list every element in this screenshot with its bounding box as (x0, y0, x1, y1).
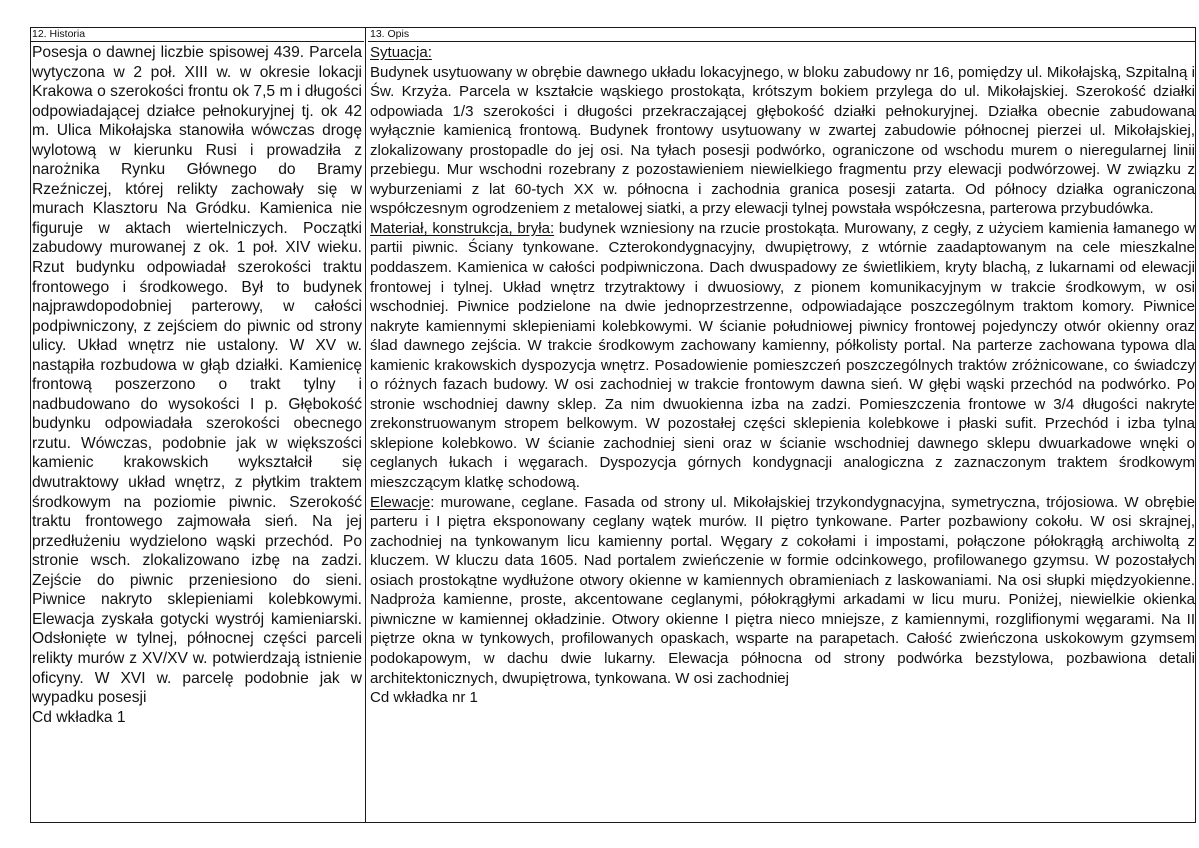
description-body (368, 42, 1196, 708)
document-sheet (30, 27, 1196, 823)
elevations-text: : murowane, ceglane. Fasada od strony ul. Mikołajskiej trzykondygnacyjna, symetryczna, trójosiowa. W obrębie parteru i I piętra eksponowany ceglany wątek murów. II piętro tynkowane. Parter pozbawiony cokołu. W osi skrajnej, zachodniej na tynkowanym licu kamienny portal. Węgary z cokołami i impostami, połączone półokrągłą archiwoltą z kluczem. W kluczu data 1605. Nad portalem zwieńczenie w formie odcinkowego, profilowanego gzymsu. W pozostałych osiach prostokątne wydłużone otwory okienne w kamiennych obramieniach z laskowaniami. Na osi słupki międzyokienne. Nadproża kamienne, proste, akcentowane ceglanymi, półokrągłymi arkadami w licu muru. Poniżej, niewielkie okienka piwniczne w kamiennej okładzinie. Otwory okienne I piętra nieco mniejsze, z kamiennymi, rozglifionymi węgarami. Na II piętrze okna w tynkowych, profilowanych opaskach, wsparte na parapetach. Całość zwieńczona uskokowym gzymsem podokapowym, w dachu dwie lukarny. Elewacja północna od strony podwórka bezstylowa, pozbawiona detali architektonicznych, dwupiętrowa, tynkowana. W osi zachodniej (370, 493, 1195, 687)
history-text: Posesja o dawnej liczbie spisowej 439. Parcela wytyczona w 2 poł. XIII w. w okresie lokacji Krakowa o szerokości frontu ok 7,5 m i długości odpowiadającej działce pełnokuryjnej tj. ok 42 m. Ulica Mikołajska stanowiła wówczas drogę wylotową w kierunku Rusi i prowadziła z narożnika Rynku Głównego do Bramy Rzeźniczej, której relikty zachowały się w murach Klasztoru Na Gródku. Kamienica nie figuruje w aktach wiertelniczych. Początki zabudowy murowanej z ok. 1 poł. XIV wieku. Rzut budynku odpowiadał szerokości traktu frontowego i środkowego. Był to budynek najprawdopodobniej parterowy, w całości podpiwniczony, z zejściem do piwnic od strony ulicy. Układ wnętrz nie ustalony. W XV w. nastąpiła rozbudowa w głąb działki. Kamienicę frontową poszerzono o trakt tylny i nadbudowano do wysokości I p. Głębokość budynku odpowiadała szerokości obecnego rzutu. Wówczas, podobnie jak w większości kamienic krakowskich wykształcił się dwutraktowy układ wnętrz, z płytkim traktem środkowym na poziomie piwnic. Szerokość traktu frontowego zajmowała sień. Na jej przedłużeniu wydzielono wąski przechód. Po stronie wsch. zlokalizowano izbę na zadzi. Zejście do piwnic przeniesiono do sieni. Piwnice nakryto sklepieniami kolebkowymi. Elewacja zyskała gotycki wystrój kamieniarski. Odsłonięte w tylnej, północnej części parceli relikty murów z XV/XV w. potwierdzają istnienie oficyny. W XVI w. parcelę podobnie jak w wypadku posesji (32, 44, 362, 707)
description-column (368, 27, 1196, 823)
description-continuation-note: Cd wkładka nr 1 (370, 689, 478, 707)
elevations-paragraph (370, 493, 1195, 688)
situation-paragraph (370, 43, 1195, 219)
material-heading: Materiał, konstrukcja, bryła: (370, 219, 555, 237)
history-continuation-note: Cd wkładka 1 (32, 708, 126, 726)
material-paragraph (370, 219, 1195, 493)
material-text: budynek wzniesiony na rzucie prostokąta. Murowany, z cegły, z użyciem kamienia łamanego w partii piwnic. Ściany tynkowane. Czterokondygnacyjny, dwupiętrowy, z wtórnie zaadaptowanym na cele mieszkalne poddaszem. Kamienica w całości podpiwniczona. Dach dwuspadowy ze świetlikiem, kryty blachą, z lukarnami od elewacji frontowej i tylnej. Układ wnętrz trzytraktowy i dwuosiowy, z pionem komunikacyjnym w trakcie środkowym, w osi wschodniej. Piwnice podzielone na dwie jednoprzestrzenne, odpowiadające poszczególnym traktom komory. Piwnice nakryte kamiennymi sklepieniami kolebkowymi. W ścianie południowej piwnicy frontowej pojedynczy otwór okienny oraz ślad dawnego zejścia. W trakcie środkowym zachowany kamienny, półkolisty portal. Na parterze zachowana typowa dla kamienic krakowskich dyspozycja wnętrz. Posadowienie pomieszczeń poszczególnych traktów zróżnicowane, co świadczy o różnych fazach budowy. W osi zachodniej w trakcie frontowym dawna sień. W głębi wąski przechód na podwórko. Po stronie wschodniej dawny sklep. Za nim dwuokienna izba na zadzi. Pomieszczenia frontowe w 3/4 długości nakryte zrekonstruowanym stropem belkowym. W pozostałej części sklepienia kolebkowe i płaski sufit. Przechód i izba tylna sklepione kolebkowo. W ścianie zachodniej sieni oraz w ścianie wschodniej dawnego sklepu dwuarkadowe wnęki o ceglanych łukach i węgarach. Dyspozycja górnych kondygnacji analogiczna z zaznaczonym traktem środkowym mieszczącym klatkę schodową. (370, 219, 1196, 492)
situation-heading: Sytuacja: (370, 44, 432, 61)
history-header: 12. Historia (30, 27, 364, 42)
history-body (30, 42, 364, 727)
elevations-heading: Elewacje (370, 493, 431, 511)
column-divider (365, 27, 366, 823)
description-header: 13. Opis (368, 27, 1196, 42)
history-column (30, 27, 364, 823)
situation-text: Budynek usytuowany w obrębie dawnego układu lokacyjnego, w bloku zabudowy nr 16, pomiędzy ul. Mikołajską, Szpitalną i Św. Krzyża. Parcela w kształcie wąskiego prostokąta, krótszym bokiem przylega do ul. Mikołajskiej. Szerokość działki odpowiada 1/3 szerokości i długości przekraczającej głębokość działki pełnokuryjnej. Działka obecnie zabudowana wyłącznie kamienicą frontową. Budynek frontowy usytuowany w zwartej zabudowie północnej pierzei ul. Mikołajskiej, zlokalizowany prostopadle do jej osi. Na tyłach posesji podwórko, ograniczone od wschodu murem o nieregularnej linii przebiegu. Mur wschodni rozebrany z pozostawieniem niewielkiego fragmentu przy elewacji podwórzowej. W związku z wyburzeniami z lat 60-tych XX w. północna i zachodnia granica posesji zatarta. Od północy działka ograniczona współczesnym ogrodzeniem z metalowej siatki, a przy elewacji tylnej powstała współczesna, parterowa przybudówka. (370, 63, 1195, 218)
